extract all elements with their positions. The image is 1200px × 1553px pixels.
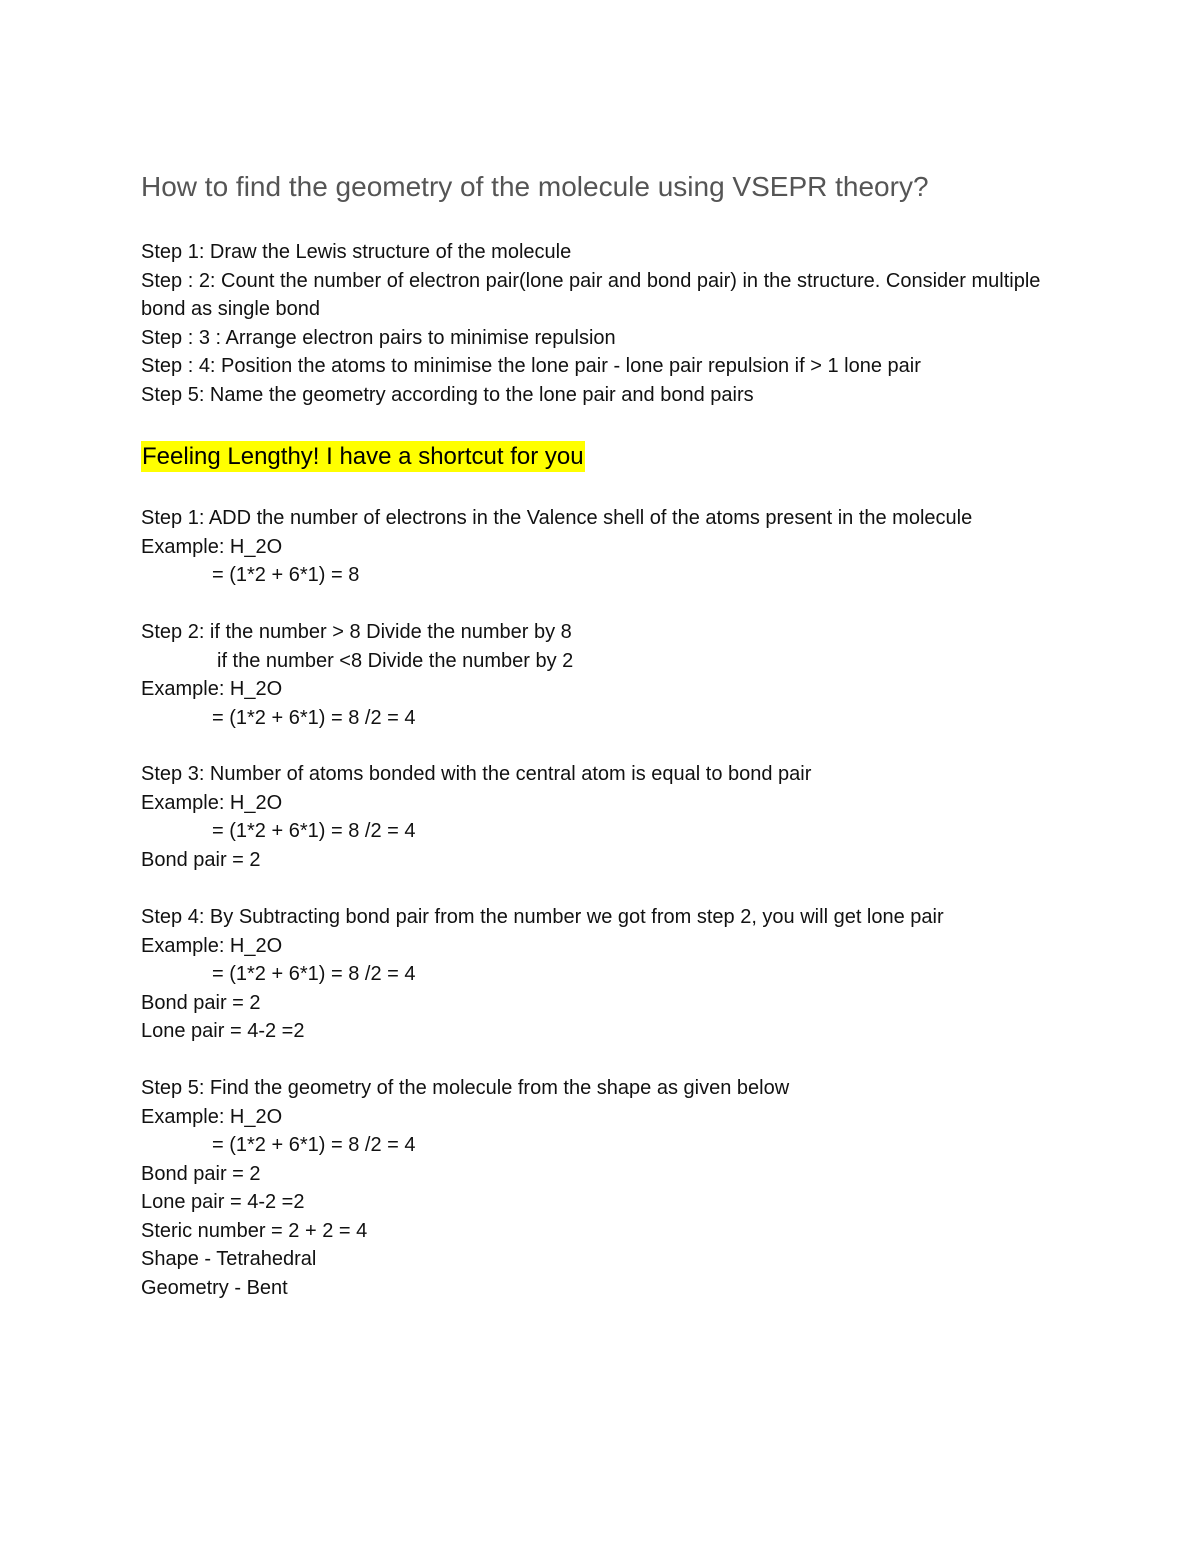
shape-result: Shape - Tetrahedral xyxy=(141,1248,317,1270)
list-item: Step : 2: Count the number of electron pair(lone pair and bond pair) in the structure. Consider multiple bond as single bond xyxy=(141,269,1041,320)
example-label: Example: H_2O xyxy=(141,678,283,700)
shortcut-step-4 xyxy=(141,903,1101,1046)
calculation: = (1*2 + 6*1) = 8 /2 = 4 xyxy=(212,706,416,729)
list-item: Step : 4: Position the atoms to minimise the lone pair - lone pair repulsion if > 1 lone pair xyxy=(141,355,921,377)
list-item: Step 1: Draw the Lewis structure of the molecule xyxy=(141,241,572,263)
list-item: Step 5: Name the geometry according to the lone pair and bond pairs xyxy=(141,383,754,406)
bond-pair: Bond pair = 2 xyxy=(141,1162,261,1185)
shortcut-step-3 xyxy=(141,760,1101,874)
steric-number: Steric number = 2 + 2 = 4 xyxy=(141,1219,368,1242)
shortcut-step-2 xyxy=(141,618,1101,732)
shortcut-step-1 xyxy=(141,504,1101,590)
step-heading: Step 3: Number of atoms bonded with the central atom is equal to bond pair xyxy=(141,763,812,785)
calculation: = (1*2 + 6*1) = 8 /2 = 4 xyxy=(212,820,416,842)
lone-pair: Lone pair = 4-2 =2 xyxy=(141,1020,305,1042)
geometry-result: Geometry - Bent xyxy=(141,1276,288,1299)
bond-pair: Bond pair = 2 xyxy=(141,991,261,1014)
example-label: Example: H_2O xyxy=(141,791,283,814)
list-item: Step : 3 : Arrange electron pairs to minimise repulsion xyxy=(141,326,616,349)
example-label: Example: H_2O xyxy=(141,1105,283,1128)
step-heading: Step 4: By Subtracting bond pair from the number we got from step 2, you will get lone pair xyxy=(141,906,944,928)
calculation: = (1*2 + 6*1) = 8 xyxy=(212,564,360,586)
step-heading: Step 5: Find the geometry of the molecule from the shape as given below xyxy=(141,1077,790,1099)
highlighted-text: Feeling Lengthy! I have a shortcut for you xyxy=(142,443,584,470)
example-label: Example: H_2O xyxy=(141,934,283,957)
example-label: Example: H_2O xyxy=(141,535,283,558)
shortcut-step-5 xyxy=(141,1074,1101,1302)
calculation: = (1*2 + 6*1) = 8 /2 = 4 xyxy=(212,963,416,985)
vsepr-steps-list xyxy=(141,238,1061,409)
step-heading-continued: if the number <8 Divide the number by 2 xyxy=(217,649,574,672)
step-heading: Step 2: if the number > 8 Divide the number by 8 xyxy=(141,621,572,643)
shortcut-heading xyxy=(141,440,585,474)
step-heading: Step 1: ADD the number of electrons in the Valence shell of the atoms present in the molecule xyxy=(141,507,973,529)
document-title: How to find the geometry of the molecule using VSEPR theory? xyxy=(141,171,929,202)
bond-pair: Bond pair = 2 xyxy=(141,848,261,871)
lone-pair: Lone pair = 4-2 =2 xyxy=(141,1191,305,1213)
calculation: = (1*2 + 6*1) = 8 /2 = 4 xyxy=(212,1134,416,1156)
